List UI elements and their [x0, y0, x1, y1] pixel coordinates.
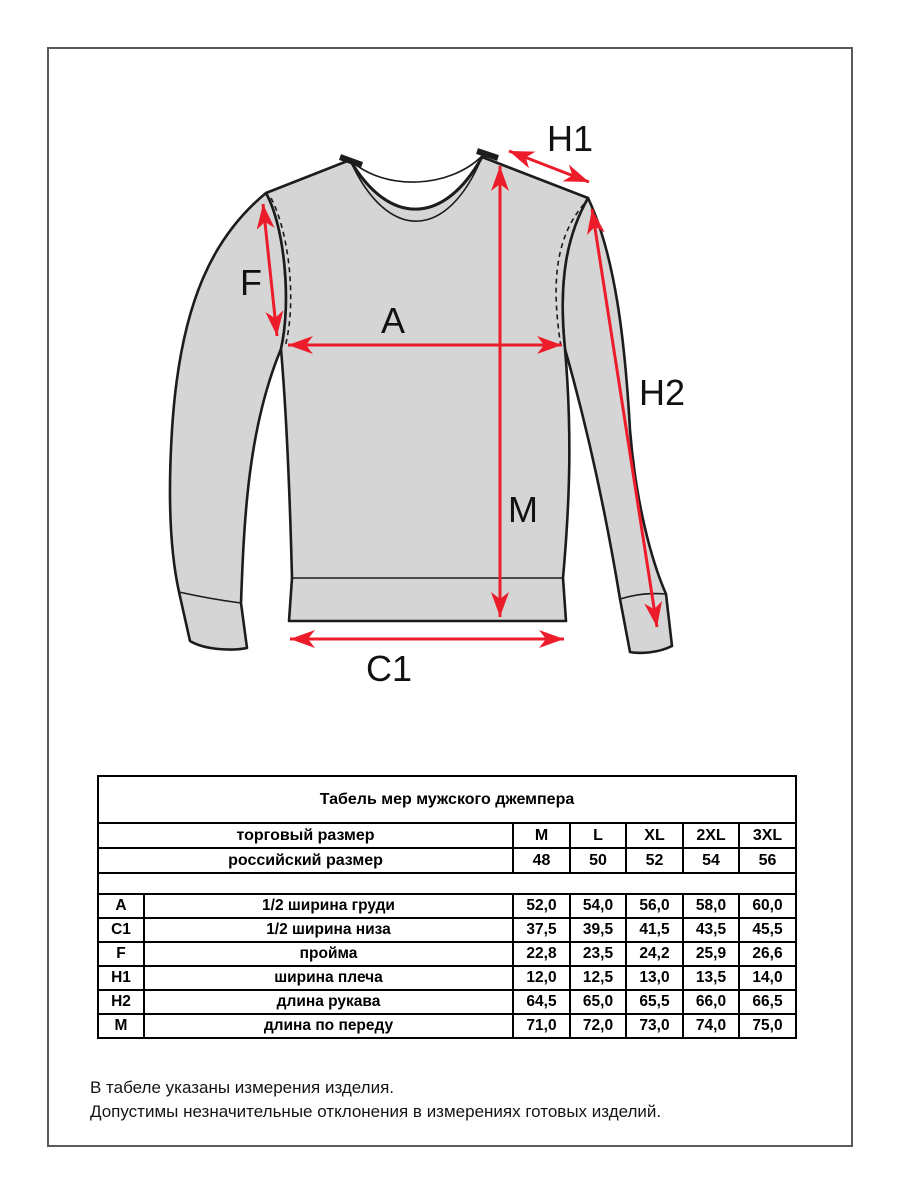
russian-size-value: 52	[626, 848, 683, 873]
measure-value: 12,0	[513, 966, 570, 990]
measure-code: M	[98, 1014, 144, 1038]
measure-value: 72,0	[570, 1014, 626, 1038]
measure-value: 52,0	[513, 894, 570, 918]
measure-value: 23,5	[570, 942, 626, 966]
measure-value: 73,0	[626, 1014, 683, 1038]
measure-name: ширина плеча	[144, 966, 513, 990]
measure-code: H2	[98, 990, 144, 1014]
label-h2: H2	[638, 372, 686, 413]
measure-code: A	[98, 894, 144, 918]
note-line: Допустимы незначительные отклонения в измерениях готовых изделий.	[90, 1102, 662, 1121]
measure-name: длина рукава	[144, 990, 513, 1014]
measure-code: F	[98, 942, 144, 966]
table-row	[98, 990, 796, 1014]
table-row	[98, 1014, 796, 1038]
measure-value: 71,0	[513, 1014, 570, 1038]
measure-value: 60,0	[739, 894, 796, 918]
trade-size-row	[98, 823, 796, 848]
spacer-cell	[98, 873, 796, 894]
measure-value: 65,0	[570, 990, 626, 1014]
measure-value: 75,0	[739, 1014, 796, 1038]
measure-code: H1	[98, 966, 144, 990]
note-line: В табеле указаны измерения изделия.	[90, 1078, 395, 1097]
measure-value: 37,5	[513, 918, 570, 942]
measure-value: 54,0	[570, 894, 626, 918]
russian-size-value: 48	[513, 848, 570, 873]
measure-value: 12,5	[570, 966, 626, 990]
table-title-row	[98, 776, 796, 823]
body-front	[266, 157, 588, 621]
measure-value: 65,5	[626, 990, 683, 1014]
footnotes	[90, 1076, 661, 1124]
label-m: M	[508, 489, 538, 530]
table-title: Табель мер мужского джемпера	[98, 776, 796, 823]
trade-size-value: L	[570, 823, 626, 848]
trade-size-value: 2XL	[683, 823, 739, 848]
trade-size-value: 3XL	[739, 823, 796, 848]
label-f: F	[240, 262, 262, 303]
trade-size-value: M	[513, 823, 570, 848]
measure-value: 74,0	[683, 1014, 739, 1038]
measure-name: длина по переду	[144, 1014, 513, 1038]
measure-value: 66,0	[683, 990, 739, 1014]
measure-value: 41,5	[626, 918, 683, 942]
measure-value: 22,8	[513, 942, 570, 966]
russian-size-row	[98, 848, 796, 873]
collar-back-neck	[350, 156, 482, 182]
measure-value: 24,2	[626, 942, 683, 966]
measurement-table	[97, 775, 797, 1039]
table-row	[98, 966, 796, 990]
measure-value: 43,5	[683, 918, 739, 942]
measure-value: 25,9	[683, 942, 739, 966]
spacer-row	[98, 873, 796, 894]
russian-size-value: 54	[683, 848, 739, 873]
measure-value: 45,5	[739, 918, 796, 942]
measure-value: 14,0	[739, 966, 796, 990]
measure-value: 13,5	[683, 966, 739, 990]
label-a: A	[380, 300, 406, 341]
measure-value: 13,0	[626, 966, 683, 990]
measure-name: 1/2 ширина груди	[144, 894, 513, 918]
russian-size-value: 56	[739, 848, 796, 873]
label-h1: H1	[546, 118, 594, 159]
russian-size-label: российский размер	[98, 848, 513, 873]
table-row	[98, 894, 796, 918]
measure-value: 66,5	[739, 990, 796, 1014]
trade-size-label: торговый размер	[98, 823, 513, 848]
right-sleeve	[563, 198, 672, 653]
measure-name: 1/2 ширина низа	[144, 918, 513, 942]
measure-name: пройма	[144, 942, 513, 966]
table-row	[98, 918, 796, 942]
measure-value: 56,0	[626, 894, 683, 918]
label-c1: C1	[365, 648, 413, 689]
measure-code: C1	[98, 918, 144, 942]
measure-value: 58,0	[683, 894, 739, 918]
measure-value: 26,6	[739, 942, 796, 966]
measure-value: 39,5	[570, 918, 626, 942]
table-row	[98, 942, 796, 966]
russian-size-value: 50	[570, 848, 626, 873]
measure-value: 64,5	[513, 990, 570, 1014]
trade-size-value: XL	[626, 823, 683, 848]
